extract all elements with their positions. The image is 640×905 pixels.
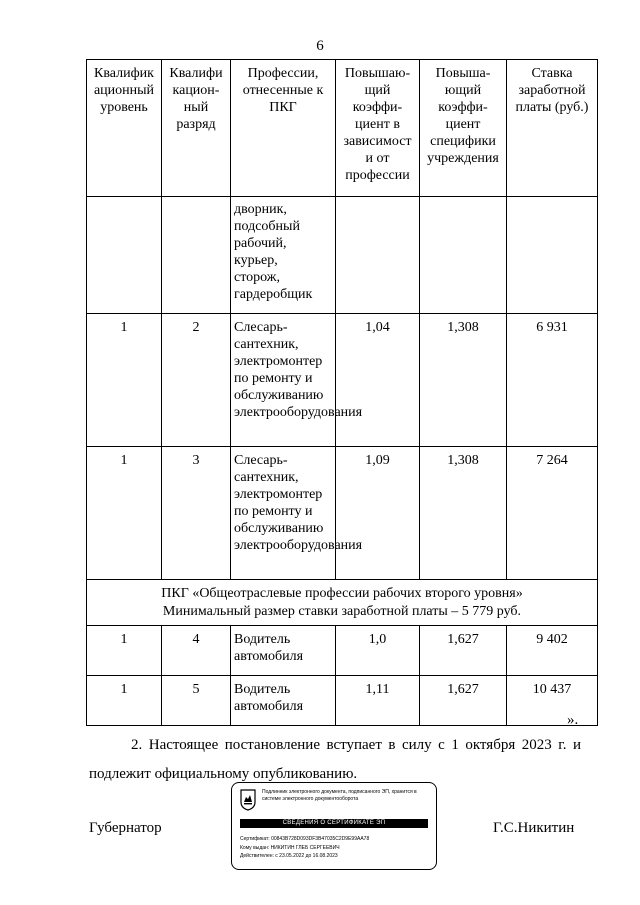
cell-coef-specific: 1,627 [420, 676, 507, 726]
digital-signature-stamp [231, 782, 437, 870]
cell-level: 1 [87, 447, 162, 580]
cell-rate: 6 931 [507, 314, 598, 447]
header-profession: Профессии, отнесенные к ПКГ [231, 60, 336, 197]
table-row [87, 197, 598, 314]
cell-rate: 9 402 [507, 626, 598, 676]
table-row [87, 314, 598, 447]
cell-coef-specific: 1,308 [420, 314, 507, 447]
cell-level: 1 [87, 314, 162, 447]
table-row [87, 447, 598, 580]
signer-position: Губернатор [89, 820, 162, 836]
cell-rate [507, 197, 598, 314]
cell-coef-specific: 1,627 [420, 626, 507, 676]
group-min-rate: Минимальный размер ставки заработной платы – 5 779 руб. [162, 604, 522, 619]
cell-grade [162, 197, 231, 314]
cell-rate: 7 264 [507, 447, 598, 580]
stamp-title-bar: СВЕДЕНИЯ О СЕРТИФИКАТЕ ЭП [240, 819, 428, 828]
group-header-cell [87, 580, 598, 626]
cell-coef-profession: 1,04 [336, 314, 420, 447]
cell-level: 1 [87, 676, 162, 726]
cell-coef-specific [420, 197, 507, 314]
cell-coef-specific: 1,308 [420, 447, 507, 580]
table-row [87, 626, 598, 676]
stamp-header-text: Подлинник электронного документа, подписанного ЭП, хранится в системе электронного документооборота [262, 789, 417, 802]
cell-grade: 5 [162, 676, 231, 726]
closing-quote: ». [567, 712, 579, 728]
cell-grade: 4 [162, 626, 231, 676]
cell-coef-profession: 1,09 [336, 447, 420, 580]
signer-name: Г.С.Никитин [493, 820, 575, 836]
coat-of-arms-icon [240, 789, 256, 811]
cell-rate: 10 437 [507, 676, 598, 726]
paragraph-effective-date: 2. Настоящее постановление вступает в силу с 1 октября 2023 г. и подлежит официальному опубликованию. [89, 737, 581, 782]
table-header-row [87, 60, 598, 197]
header-level: Квалифик ационный уровень [87, 60, 162, 197]
stamp-details [240, 835, 430, 861]
cell-grade: 2 [162, 314, 231, 447]
cell-level: 1 [87, 626, 162, 676]
cell-coef-profession [336, 197, 420, 314]
stamp-issued-to: Кому выдан: НИКИТИН ГЛЕБ СЕРГЕЕВИЧ [240, 844, 340, 851]
cell-level [87, 197, 162, 314]
header-coef-profession: Повышаю-щий коэффи-циент в зависимост и от профессии [336, 60, 420, 197]
stamp-valid-period: Действителен: с 23.05.2022 до 16.08.2023 [240, 853, 338, 859]
header-coef-specific: Повыша-ющий коэффи-циент специфики учреждения [420, 60, 507, 197]
table-row [87, 676, 598, 726]
cell-coef-profession: 1,0 [336, 626, 420, 676]
cell-profession: Слесарь- сантехник, электромонтер по ремонту и обслуживанию электрооборудования [231, 447, 336, 580]
page-number: 6 [316, 38, 324, 54]
cell-profession: Водитель автомобиля [231, 626, 336, 676]
header-grade: Квалифи кацион-ный разряд [162, 60, 231, 197]
stamp-certificate: Сертификат: 00843B728D093DF3B47035C2D9E99AA78 [240, 836, 370, 842]
salary-table [86, 59, 598, 726]
cell-profession: Слесарь- сантехник, электромонтер по ремонту и обслуживанию электрооборудования [231, 314, 336, 447]
cell-coef-profession: 1,11 [336, 676, 420, 726]
cell-profession: Водитель автомобиля [231, 676, 336, 726]
group-title: ПКГ «Общеотраслевые профессии рабочих второго уровня» [161, 586, 523, 601]
header-rate: Ставка заработной платы (руб.) [507, 60, 598, 197]
group-header-row [87, 580, 598, 626]
cell-grade: 3 [162, 447, 231, 580]
cell-profession: дворник, подсобный рабочий, курьер, сторож, гардеробщик [231, 197, 336, 314]
